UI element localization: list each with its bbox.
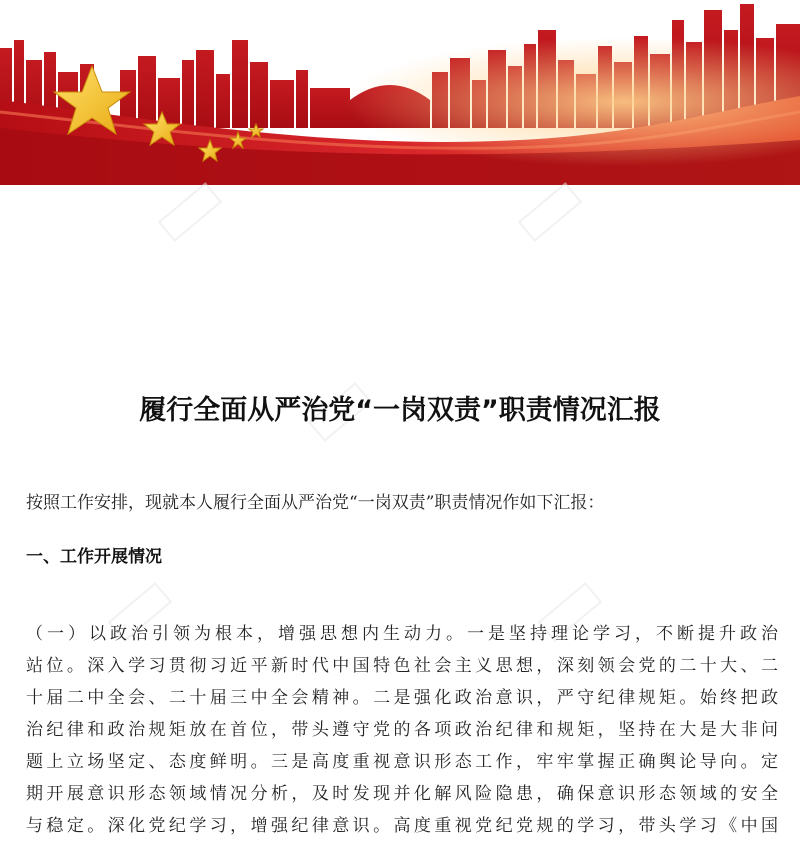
- body-paragraph: [26, 618, 778, 842]
- paragraph-line: （一）以政治引领为根本，增强思想内生动力。一是坚持理论学习，不断提升政治: [26, 624, 778, 644]
- paragraph-line: 站位。深入学习贯彻习近平新时代中国特色社会主义思想，深刻领会党的二十大、二: [26, 656, 778, 676]
- city-skyline-icon: [0, 0, 800, 185]
- header-banner: [0, 0, 800, 185]
- paragraph-line: 题上立场坚定、态度鲜明。三是高度重视意识形态工作，牢牢掌握正确舆论导向。定: [26, 752, 778, 772]
- intro-paragraph: 按照工作安排，现就本人履行全面从严治党“一岗双责”职责情况作如下汇报：: [26, 493, 605, 513]
- paragraph-line: 期开展意识形态领域情况分析，及时发现并化解风险隐患，确保意识形态领域的安全: [26, 784, 778, 804]
- section-heading: 一、工作开展情况: [26, 547, 162, 567]
- document-title: 履行全面从严治党“一岗双责”职责情况汇报: [139, 395, 661, 426]
- paragraph-line: 治纪律和政治规矩放在首位，带头遵守党的各项政治纪律和规矩，坚持在大是大非问: [26, 720, 778, 740]
- paragraph-line: 十届二中全会、二十届三中全会精神。二是强化政治意识，严守纪律规矩。始终把政: [26, 688, 778, 708]
- paragraph-line: 与稳定。深化党纪学习，增强纪律意识。高度重视党纪党规的学习，带头学习《中国: [26, 816, 778, 836]
